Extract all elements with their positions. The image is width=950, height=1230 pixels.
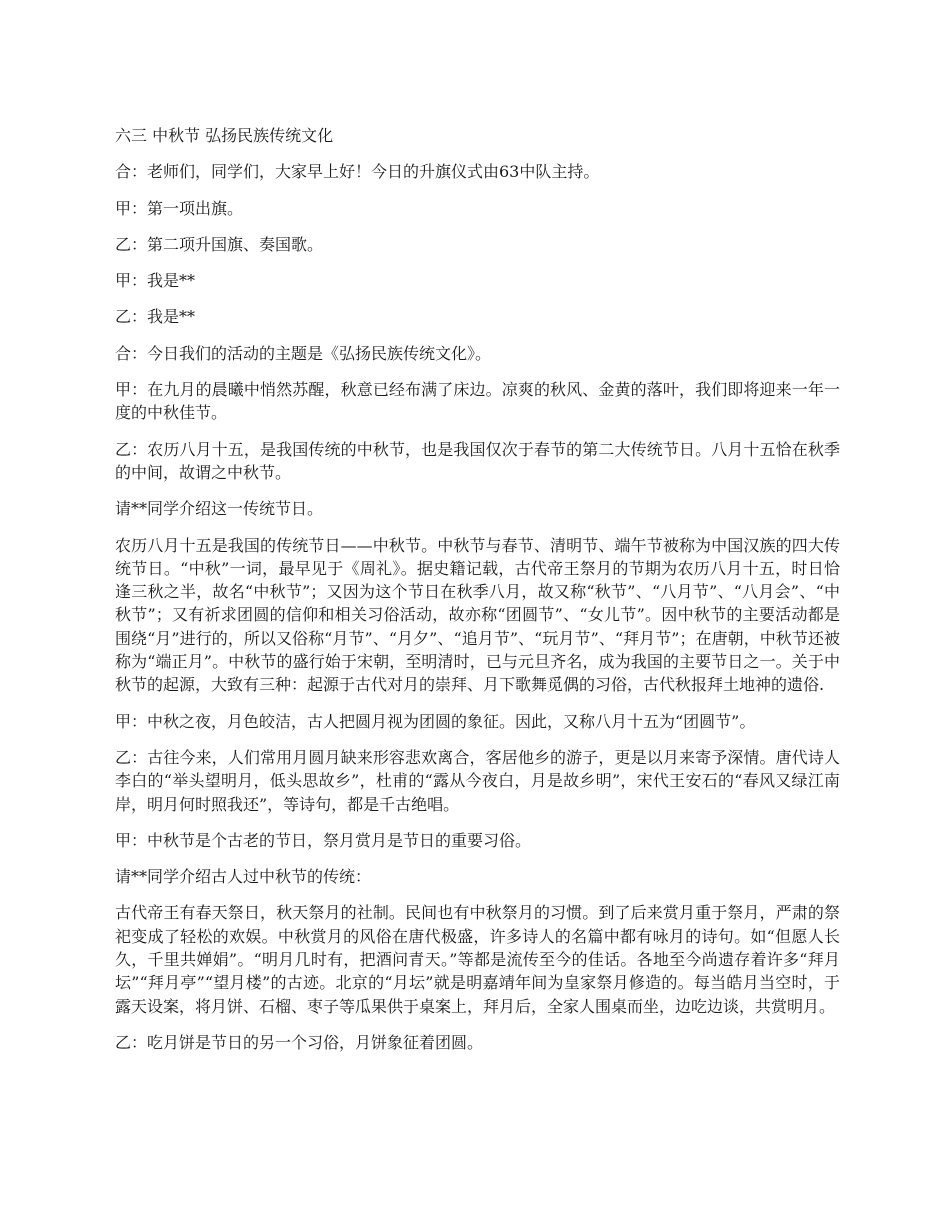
paragraph-customs: 甲：中秋节是个古老的节日，祭月赏月是节日的重要习俗。 [115, 830, 532, 850]
paragraph-flag-out: 甲：第一项出旗。 [115, 198, 244, 218]
paragraph-invite-2: 请**同学介绍古人过中秋节的传统： [115, 867, 372, 887]
paragraph-reunion: 甲：中秋之夜，月色皎洁，古人把圆月视为团圆的象征。因此，又称八月十五为“团圆节”。 [115, 711, 756, 731]
document-title: 六三 中秋节 弘扬民族传统文化 [115, 126, 334, 145]
paragraph-poems: 乙：古往今来，人们常用月圆月缺来形容悲欢离合，客居他乡的游子，更是以月来寄予深情。唐代诗人李白的“举头望明月，低头思故乡”，杜甫的“露从今夜白，月是故乡明”，宋代王安石的“春风又绿江南岸，明月何时照我还”，等诗句，都是千古绝唱。 [115, 747, 840, 814]
paragraph-festival-history: 农历八月十五是我国的传统节日——中秋节。中秋节与春节、清明节、端午节被称为中国汉族的四大传统节日。“中秋”一词，最早见于《周礼》。据史籍记载，古代帝王祭月的节期为农历八月十五，时日恰逢三秋之半，故名“中秋节”；又因为这个节日在秋季八月，故又称“秋节”、“八月节”、“八月会”、“中秋节”；又有祈求团圆的信仰和相关习俗活动，故亦称“团圆节”、“女儿节”。因中秋节的主要活动都是围绕“月”进行的，所以又俗称“月节”、“月夕”、“追月节”、“玩月节”、“拜月节”；在唐朝，中秋节还被称为“端正月”。中秋节的盛行始于宋朝，至明清时，已与元旦齐名，成为我国的主要节日之一。关于中秋节的起源，大致有三种：起源于古代对月的崇拜、月下歌舞觅偶的习俗，古代秋报拜土地神的遗俗. [115, 535, 840, 695]
paragraph-invite-1: 请**同学介绍这一传统节日。 [115, 499, 324, 519]
paragraph-host-b-intro: 乙：我是** [115, 307, 196, 327]
paragraph-anthem: 乙：第二项升国旗、奏国歌。 [115, 234, 324, 254]
paragraph-mooncake: 乙：吃月饼是节日的另一个习俗，月饼象征着团圆。 [115, 1032, 484, 1052]
document-page [115, 124, 840, 1067]
paragraph-theme: 合：今日我们的活动的主题是《弘扬民族传统文化》。 [115, 343, 492, 363]
paragraph-opening: 合：老师们，同学们，大家早上好！今日的升旗仪式由63中队主持。 [115, 162, 600, 182]
paragraph-autumn: 甲：在九月的晨曦中悄然苏醒，秋意已经布满了床边。凉爽的秋风、金黄的落叶，我们即将迎来一年一度的中秋佳节。 [115, 380, 840, 423]
paragraph-mid-autumn: 乙：农历八月十五，是我国传统的中秋节，也是我国仅次于春节的第二大传统节日。八月十五恰在秋季的中间，故谓之中秋节。 [115, 439, 840, 482]
paragraph-host-a-intro: 甲：我是** [115, 271, 196, 291]
paragraph-moon-worship: 古代帝王有春天祭日，秋天祭月的社制。民间也有中秋祭月的习惯。到了后来赏月重于祭月，严肃的祭祀变成了轻松的欢娱。中秋赏月的风俗在唐代极盛，许多诗人的名篇中都有咏月的诗句。如“但愿人长久，千里共婵娟”。“明月几时有，把酒问青天。”等都是流传至今的佳话。各地至今尚遗存着许多“拜月坛”“拜月亭”“望月楼”的古迹。北京的“月坛”就是明嘉靖年间为皇家祭月修造的。每当皓月当空时，于露天设案，将月饼、石榴、枣子等瓜果供于桌案上，拜月后，全家人围桌而坐，边吃边谈，共赏明月。 [115, 903, 840, 1016]
